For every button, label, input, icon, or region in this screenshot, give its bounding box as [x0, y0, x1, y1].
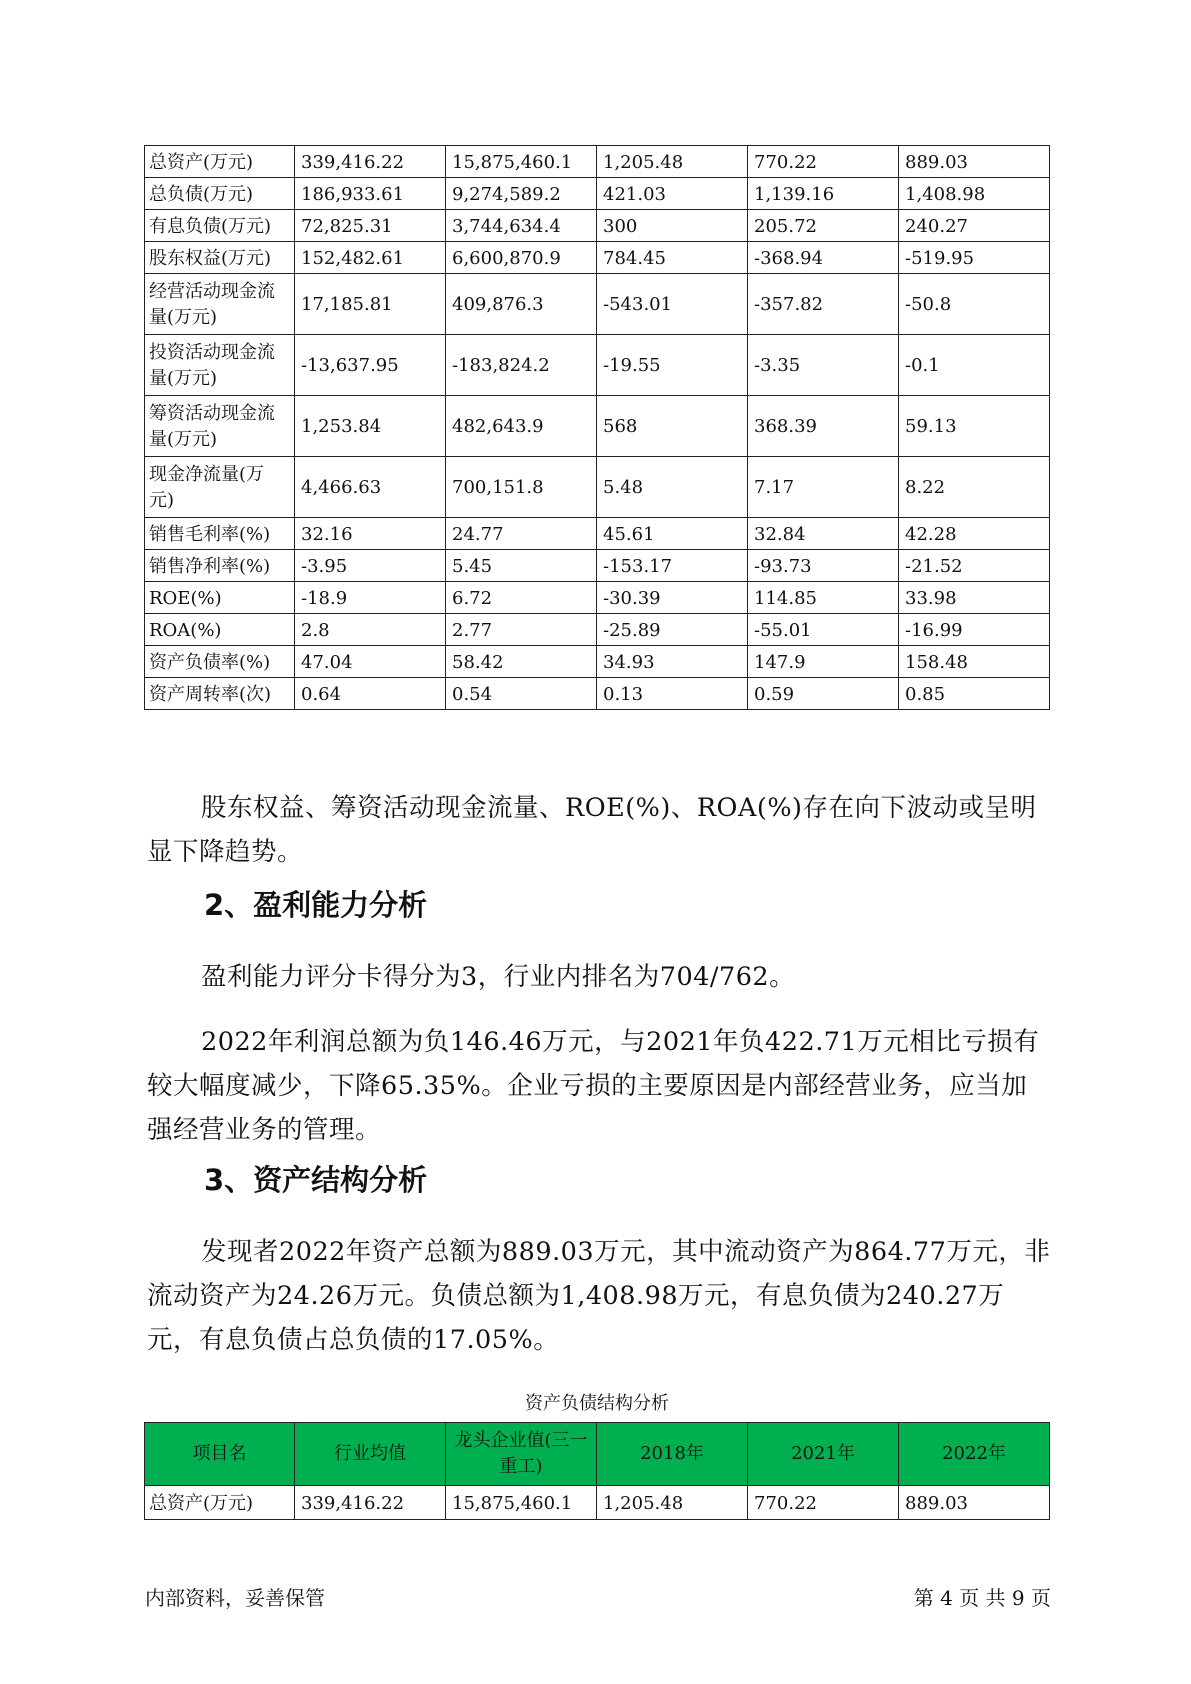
row-label-cell: 总资产(万元) — [145, 146, 295, 178]
column-header: 2021年 — [748, 1423, 899, 1486]
table-row — [145, 518, 1050, 550]
value-cell: -30.39 — [597, 582, 748, 614]
row-label-cell: 总资产(万元) — [145, 1486, 295, 1520]
value-cell: 8.22 — [899, 457, 1050, 518]
row-label-cell: 销售毛利率(%) — [145, 518, 295, 550]
value-cell: 9,274,589.2 — [446, 178, 597, 210]
value-cell: -183,824.2 — [446, 335, 597, 396]
column-header: 行业均值 — [295, 1423, 446, 1486]
row-label-cell: 筹资活动现金流量(万元) — [145, 396, 295, 457]
value-cell: -19.55 — [597, 335, 748, 396]
value-cell: 114.85 — [748, 582, 899, 614]
value-cell: -55.01 — [748, 614, 899, 646]
value-cell: 1,205.48 — [597, 146, 748, 178]
value-cell: 770.22 — [748, 1486, 899, 1520]
value-cell: -519.95 — [899, 242, 1050, 274]
row-label-cell: 销售净利率(%) — [145, 550, 295, 582]
table-row — [145, 678, 1050, 710]
value-cell: 205.72 — [748, 210, 899, 242]
value-cell: 0.59 — [748, 678, 899, 710]
value-cell: 0.54 — [446, 678, 597, 710]
value-cell: 72,825.31 — [295, 210, 446, 242]
table-row — [145, 274, 1050, 335]
row-label-cell: 现金净流量(万元) — [145, 457, 295, 518]
value-cell: 0.64 — [295, 678, 446, 710]
value-cell: -16.99 — [899, 614, 1050, 646]
table-row — [145, 1486, 1050, 1520]
trend-paragraph: 股东权益、筹资活动现金流量、ROE(%)、ROA(%)存在向下波动或呈明显下降趋势。 — [147, 793, 1037, 867]
value-cell: 147.9 — [748, 646, 899, 678]
column-header: 项目名 — [145, 1423, 295, 1486]
table-row — [145, 335, 1050, 396]
value-cell: -543.01 — [597, 274, 748, 335]
value-cell: 5.48 — [597, 457, 748, 518]
table-row — [145, 582, 1050, 614]
value-cell: 1,205.48 — [597, 1486, 748, 1520]
value-cell: 5.45 — [446, 550, 597, 582]
profit-analysis-paragraph: 2022年利润总额为负146.46万元，与2021年负422.71万元相比亏损有较大幅度减少，下降65.35%。企业亏损的主要原因是内部经营业务，应当加强经营业务的管理。 — [147, 1027, 1040, 1145]
value-cell: 15,875,460.1 — [446, 146, 597, 178]
value-cell: -18.9 — [295, 582, 446, 614]
value-cell: 186,933.61 — [295, 178, 446, 210]
value-cell: -93.73 — [748, 550, 899, 582]
row-label-cell: 股东权益(万元) — [145, 242, 295, 274]
column-header: 龙头企业值(三一重工) — [446, 1423, 597, 1486]
value-cell: 770.22 — [748, 146, 899, 178]
value-cell: 700,151.8 — [446, 457, 597, 518]
row-label-cell: 有息负债(万元) — [145, 210, 295, 242]
value-cell: 784.45 — [597, 242, 748, 274]
row-label-cell: 经营活动现金流量(万元) — [145, 274, 295, 335]
table-row — [145, 646, 1050, 678]
row-label-cell: 总负债(万元) — [145, 178, 295, 210]
financial-indicators-table — [144, 145, 1050, 710]
table-row — [145, 457, 1050, 518]
value-cell: 152,482.61 — [295, 242, 446, 274]
table-caption: 资产负债结构分析 — [525, 1393, 669, 1414]
value-cell: 2.8 — [295, 614, 446, 646]
value-cell: 59.13 — [899, 396, 1050, 457]
value-cell: 158.48 — [899, 646, 1050, 678]
value-cell: -21.52 — [899, 550, 1050, 582]
value-cell: 421.03 — [597, 178, 748, 210]
table-row — [145, 396, 1050, 457]
value-cell: 15,875,460.1 — [446, 1486, 597, 1520]
section-heading-asset-structure: 3、资产结构分析 — [204, 1163, 428, 1197]
value-cell: 1,139.16 — [748, 178, 899, 210]
value-cell: 32.84 — [748, 518, 899, 550]
value-cell: 47.04 — [295, 646, 446, 678]
value-cell: 42.28 — [899, 518, 1050, 550]
table-row — [145, 550, 1050, 582]
row-label-cell: 投资活动现金流量(万元) — [145, 335, 295, 396]
value-cell: 32.16 — [295, 518, 446, 550]
value-cell: 3,744,634.4 — [446, 210, 597, 242]
value-cell: 368.39 — [748, 396, 899, 457]
row-label-cell: 资产负债率(%) — [145, 646, 295, 678]
row-label-cell: ROE(%) — [145, 582, 295, 614]
column-header: 2018年 — [597, 1423, 748, 1486]
value-cell: 0.85 — [899, 678, 1050, 710]
value-cell: 4,466.63 — [295, 457, 446, 518]
profitability-score-paragraph: 盈利能力评分卡得分为3，行业内排名为704/762。 — [201, 962, 796, 992]
value-cell: -50.8 — [899, 274, 1050, 335]
value-cell: 45.61 — [597, 518, 748, 550]
asset-structure-paragraph: 发现者2022年资产总额为889.03万元，其中流动资产为864.77万元，非流动资产为24.26万元。负债总额为1,408.98万元，有息负债为240.27万元，有息负债占总负债的17.05%。 — [147, 1237, 1051, 1355]
value-cell: 34.93 — [597, 646, 748, 678]
value-cell: 7.17 — [748, 457, 899, 518]
table-row — [145, 210, 1050, 242]
value-cell: 240.27 — [899, 210, 1050, 242]
value-cell: -25.89 — [597, 614, 748, 646]
value-cell: 339,416.22 — [295, 146, 446, 178]
row-label-cell: ROA(%) — [145, 614, 295, 646]
value-cell: -153.17 — [597, 550, 748, 582]
value-cell: 339,416.22 — [295, 1486, 446, 1520]
value-cell: 568 — [597, 396, 748, 457]
footer-confidential-note: 内部资料，妥善保管 — [145, 1586, 325, 1610]
value-cell: 17,185.81 — [295, 274, 446, 335]
value-cell: 0.13 — [597, 678, 748, 710]
asset-liability-structure-table — [144, 1422, 1050, 1520]
table-row — [145, 178, 1050, 210]
value-cell: 1,253.84 — [295, 396, 446, 457]
value-cell: -3.95 — [295, 550, 446, 582]
value-cell: 2.77 — [446, 614, 597, 646]
table-header-row — [145, 1423, 1050, 1486]
value-cell: 58.42 — [446, 646, 597, 678]
value-cell: 482,643.9 — [446, 396, 597, 457]
footer-page-number: 第 4 页 共 9 页 — [913, 1586, 1051, 1610]
value-cell: -357.82 — [748, 274, 899, 335]
column-header: 2022年 — [899, 1423, 1050, 1486]
section-heading-profitability: 2、盈利能力分析 — [204, 888, 428, 922]
value-cell: -0.1 — [899, 335, 1050, 396]
value-cell: -368.94 — [748, 242, 899, 274]
value-cell: 300 — [597, 210, 748, 242]
value-cell: -3.35 — [748, 335, 899, 396]
value-cell: 889.03 — [899, 146, 1050, 178]
value-cell: 6.72 — [446, 582, 597, 614]
value-cell: 33.98 — [899, 582, 1050, 614]
value-cell: 889.03 — [899, 1486, 1050, 1520]
table-row — [145, 242, 1050, 274]
value-cell: 1,408.98 — [899, 178, 1050, 210]
value-cell: -13,637.95 — [295, 335, 446, 396]
value-cell: 409,876.3 — [446, 274, 597, 335]
table-row — [145, 614, 1050, 646]
row-label-cell: 资产周转率(次) — [145, 678, 295, 710]
value-cell: 24.77 — [446, 518, 597, 550]
table-row — [145, 146, 1050, 178]
value-cell: 6,600,870.9 — [446, 242, 597, 274]
